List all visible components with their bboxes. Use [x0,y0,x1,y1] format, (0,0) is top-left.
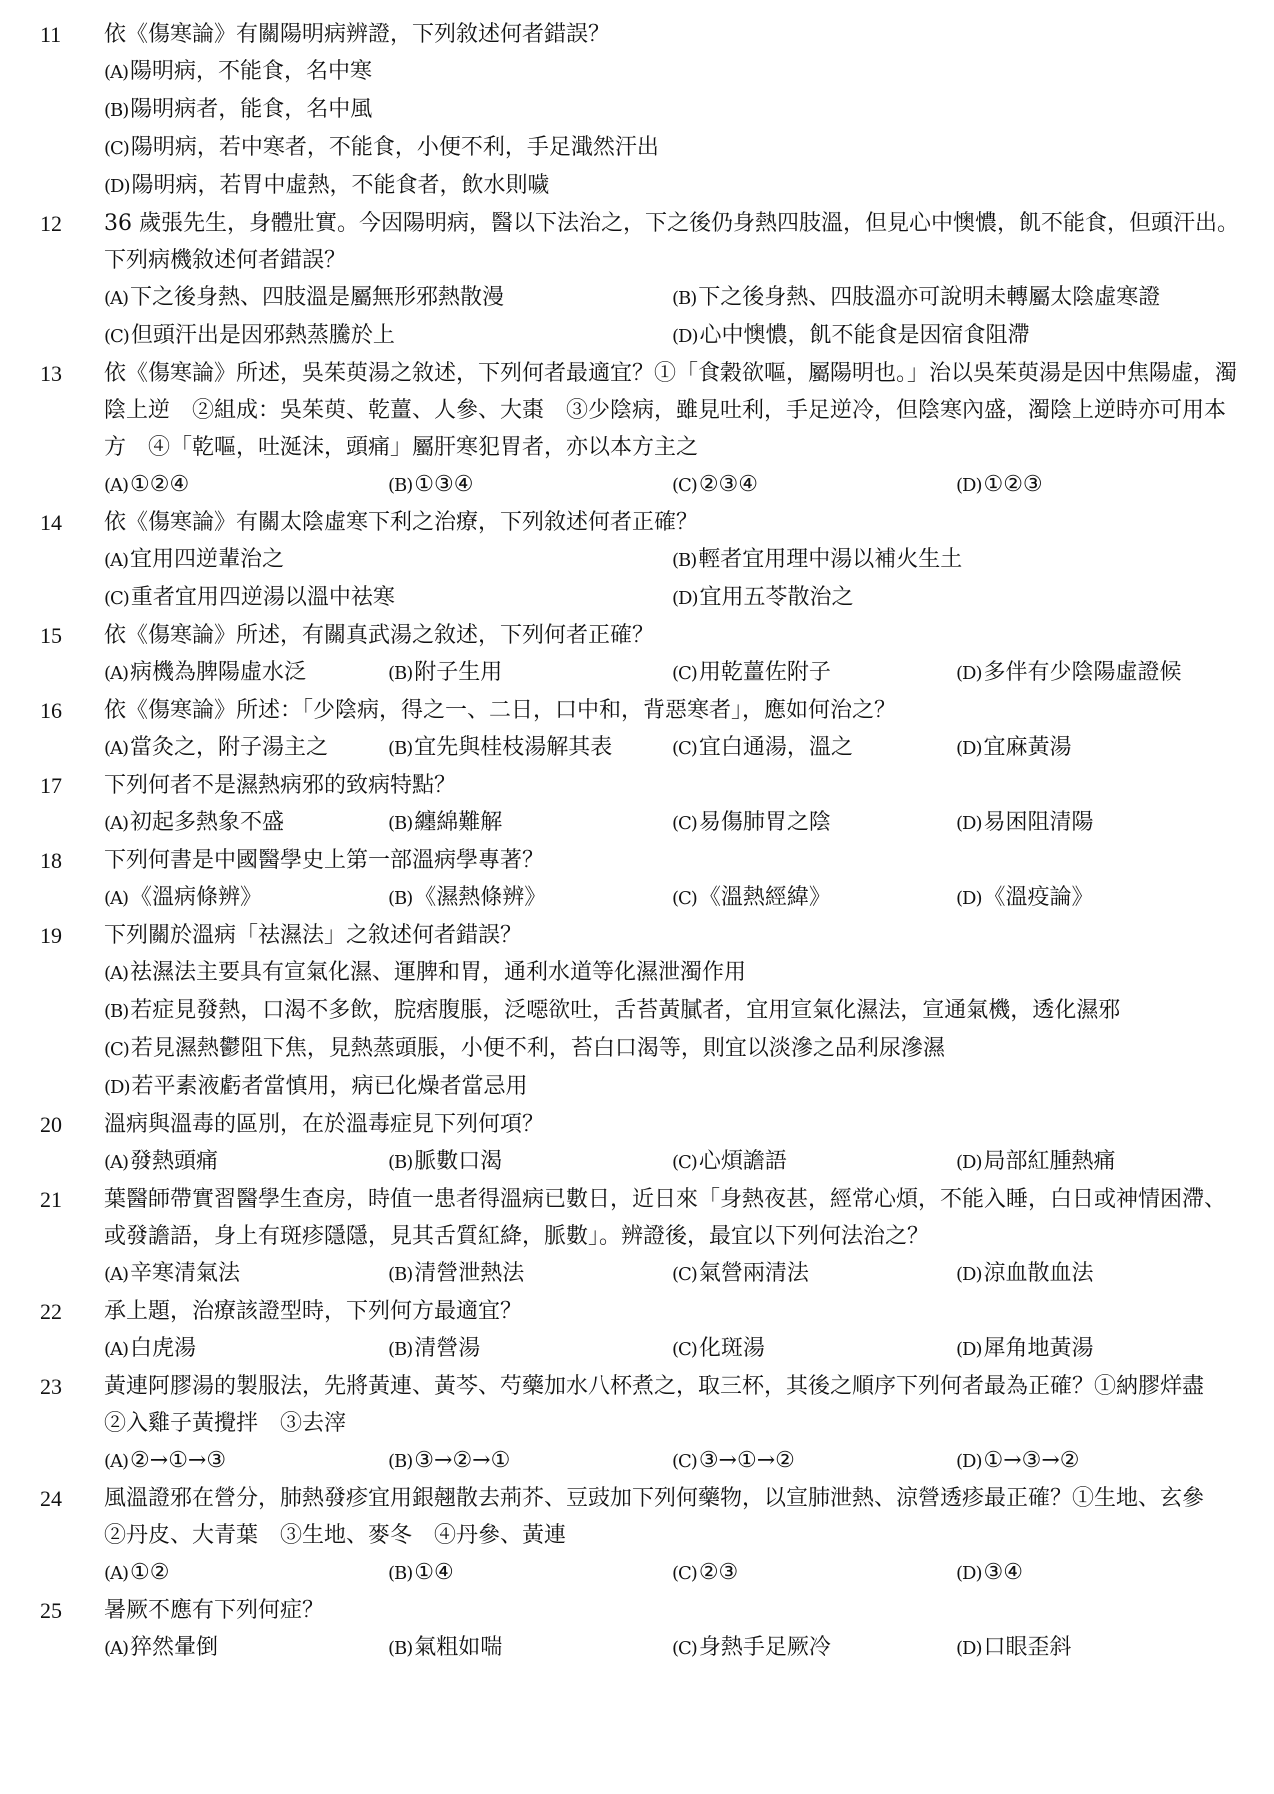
answer-option [104,53,1240,91]
option-label: (A) [104,62,129,83]
question-item [40,917,1240,1106]
answer-option [672,1554,956,1592]
answer-option [388,1554,672,1592]
question-number: 12 [40,211,62,236]
option-text: 附子生用 [414,660,503,685]
option-label: (C) [672,663,697,684]
option-text: 病機為脾陽虛水泛 [130,660,307,685]
answer-option [388,466,672,504]
answer-option [956,804,1240,842]
option-text: 陽明病，若胃中虛熱，不能食者，飲水則噦 [131,173,550,198]
option-label: (D) [956,1451,982,1472]
question-item [40,1181,1240,1293]
answer-option [672,317,1240,355]
option-text: 犀角地黃湯 [983,1336,1094,1361]
question-body [104,1592,1240,1667]
answer-option [104,879,388,917]
option-label: (A) [104,1264,129,1285]
question-stem: 承上題，治療該證型時，下列何方最適宜？ [104,1299,523,1324]
question-number: 22 [40,1299,62,1324]
question-body [104,1181,1240,1293]
answer-option [956,879,1240,917]
option-text: 化斑湯 [698,1336,765,1361]
answer-option [672,279,1240,317]
option-text: 宜麻黃湯 [983,735,1072,760]
option-label: (C) [672,1152,697,1173]
option-list [104,804,1240,842]
question-item [40,205,1240,355]
option-label: (D) [956,888,982,909]
question-item [40,842,1240,917]
answer-option [956,466,1240,504]
option-list [104,879,1240,917]
question-item [40,16,1240,205]
question-body [104,1293,1240,1368]
question-body [104,205,1240,355]
option-label: (B) [672,288,697,309]
option-text: ③→②→① [414,1448,511,1473]
option-list [104,1330,1240,1368]
option-label: (C) [672,1264,697,1285]
option-label: (D) [956,1563,982,1584]
option-text: ①④ [414,1560,454,1585]
question-body [104,617,1240,692]
question-item [40,1293,1240,1368]
option-label: (D) [672,326,698,347]
answer-option [388,1255,672,1293]
answer-option [104,1629,388,1667]
option-label: (B) [672,550,697,571]
answer-option [956,654,1240,692]
question-stem: 下列關於溫病「祛濕法」之敘述何者錯誤？ [104,923,523,948]
option-label: (C) [672,1339,697,1360]
option-text: 宜先與桂枝湯解其表 [414,735,613,760]
question-number: 11 [40,22,62,47]
option-label: (B) [388,888,413,909]
option-label: (D) [104,1077,130,1098]
option-label: (C) [104,326,129,347]
answer-option [104,1255,388,1293]
option-text: 初起多熱象不盛 [130,810,285,835]
option-label: (B) [388,1563,413,1584]
question-number: 15 [40,623,62,648]
option-list [104,954,1240,1106]
option-list [104,53,1240,205]
option-text: ①②③ [983,472,1043,497]
option-label: (D) [956,813,982,834]
question-body [104,917,1240,1106]
answer-option [956,1629,1240,1667]
option-text: 宜用五苓散治之 [699,585,854,610]
answer-option [672,729,956,767]
question-body [104,842,1240,917]
option-text: 宜用四逆輩治之 [130,547,285,572]
question-body [104,1106,1240,1181]
question-item [40,617,1240,692]
question-number: 17 [40,773,62,798]
option-label: (A) [104,813,129,834]
option-text: 若平素液虧者當慎用，病已化燥者當忌用 [131,1074,528,1099]
answer-option [388,1629,672,1667]
answer-option [672,1629,956,1667]
option-label: (D) [104,176,130,197]
option-label: (B) [388,663,413,684]
option-label: (B) [388,475,413,496]
answer-option [956,1255,1240,1293]
question-number: 23 [40,1374,62,1399]
exam-page [40,16,1240,1667]
option-text: 心煩譫語 [698,1149,787,1174]
answer-option [104,954,1240,992]
option-list [104,729,1240,767]
answer-option [104,1442,388,1480]
option-text: 祛濕法主要具有宣氣化濕、運脾和胃，通利水道等化濕泄濁作用 [130,960,747,985]
option-text: 涼血散血法 [983,1261,1094,1286]
option-text: 若症見發熱，口渴不多飲，脘痞腹脹，泛噁欲吐，舌苔黃膩者，宜用宣氣化濕法，宣通氣機，透化濕邪 [130,998,1121,1023]
question-number: 18 [40,848,62,873]
option-text: ②→①→③ [130,1448,227,1473]
option-label: (C) [672,1563,697,1584]
question-number: 19 [40,923,62,948]
option-label: (B) [388,813,413,834]
question-stem: 36 歲張先生，身體壯實。今因陽明病，醫以下法治之，下之後仍身熱四肢溫，但見心中懊憹，飢不能食，但頭汗出。下列病機敘述何者錯誤？ [104,211,1239,273]
question-stem: 依《傷寒論》所述：「少陰病，得之一、二日，口中和，背惡寒者」，應如何治之？ [104,698,897,723]
option-text: 下之後身熱、四肢溫亦可說明未轉屬太陰虛寒證 [698,285,1161,310]
answer-option [104,167,1240,205]
option-text: ②③④ [698,472,758,497]
option-list [104,541,1240,617]
answer-option [388,654,672,692]
answer-option [104,1143,388,1181]
option-label: (D) [672,588,698,609]
option-text: 辛寒清氣法 [130,1261,241,1286]
answer-option [104,541,672,579]
option-text: 纏綿難解 [414,810,503,835]
option-text: 用乾薑佐附子 [698,660,831,685]
question-item [40,504,1240,617]
answer-option [672,804,956,842]
option-text: 氣粗如喘 [414,1635,503,1660]
option-label: (B) [388,1638,413,1659]
option-text: 但頭汗出是因邪熱蒸騰於上 [130,323,395,348]
option-text: ②③ [698,1560,739,1585]
question-body [104,767,1240,842]
option-label: (B) [388,1264,413,1285]
option-label: (D) [956,1339,982,1360]
option-label: (B) [388,738,413,759]
answer-option [672,1143,956,1181]
option-label: (A) [104,475,129,496]
option-text: 氣營兩清法 [698,1261,809,1286]
answer-option [388,729,672,767]
option-text: 易困阻清陽 [983,810,1094,835]
answer-option [672,579,1240,617]
answer-option [956,1554,1240,1592]
answer-option [104,654,388,692]
answer-option [104,1554,388,1592]
question-stem: 風溫證邪在營分，肺熱發疹宜用銀翹散去荊芥、豆豉加下列何藥物，以宣肺泄熱、涼營透疹最正確？①生地、玄參 ②丹皮、大青葉 ③生地、麥冬 ④丹參、黃連 [104,1486,1227,1548]
option-label: (C) [672,1638,697,1659]
option-label: (D) [956,1638,982,1659]
option-label: (A) [104,1339,129,1360]
answer-option [672,1442,956,1480]
question-stem: 暑厥不應有下列何症？ [104,1598,325,1623]
option-label: (A) [104,963,129,984]
option-label: (C) [104,588,129,609]
option-text: 身熱手足厥冷 [698,1635,831,1660]
answer-option [672,466,956,504]
option-text: ①③④ [414,472,474,497]
question-item [40,767,1240,842]
question-stem: 黃連阿膠湯的製服法，先將黃連、黃芩、芍藥加水八杯煮之，取三杯，其後之順序下列何者最為正確？①納膠烊盡 ②入雞子黃攪拌 ③去滓 [104,1374,1227,1436]
option-label: (A) [104,550,129,571]
option-text: 《濕熱條辨》 [414,885,547,910]
option-text: 脈數口渴 [414,1149,503,1174]
option-label: (D) [956,738,982,759]
question-number: 21 [40,1187,62,1212]
option-text: 清營泄熱法 [414,1261,525,1286]
option-text: ③→①→② [698,1448,795,1473]
answer-option [956,1442,1240,1480]
answer-option [104,729,388,767]
question-stem: 溫病與溫毒的區別，在於溫毒症見下列何項？ [104,1112,545,1137]
answer-option [388,1143,672,1181]
option-text: 《溫熱經緯》 [698,885,831,910]
answer-option [672,879,956,917]
option-text: 白虎湯 [130,1336,197,1361]
answer-option [956,1143,1240,1181]
answer-option [104,279,672,317]
question-number: 13 [40,361,62,386]
option-label: (A) [104,888,129,909]
question-stem: 依《傷寒論》所述，吳茱萸湯之敘述，下列何者最適宜？①「食穀欲嘔，屬陽明也。」治以吳茱萸湯是因中焦陽虛，濁陰上逆 ②組成：吳茱萸、乾薑、人參、大棗 ③少陰病，雖見吐利，手足逆冷，但陰寒內盛，濁陰上逆時亦可用本方 ④「乾嘔，吐涎沫，頭痛」屬肝寒犯胃者，亦以本方主之 [104,361,1238,460]
option-label: (C) [672,813,697,834]
answer-option [104,129,1240,167]
option-list [104,279,1240,355]
option-label: (B) [388,1152,413,1173]
option-list [104,466,1240,504]
question-item [40,1368,1240,1480]
answer-option [672,1330,956,1368]
answer-option [956,1330,1240,1368]
option-text: 清營湯 [414,1336,481,1361]
answer-option [104,91,1240,129]
question-number: 25 [40,1598,62,1623]
option-text: 猝然暈倒 [130,1635,219,1660]
option-text: 宜白通湯，溫之 [698,735,853,760]
question-body [104,692,1240,767]
question-body [104,504,1240,617]
answer-option [388,879,672,917]
option-text: 當灸之，附子湯主之 [130,735,329,760]
option-text: 陽明病者，能食，名中風 [130,97,373,122]
answer-option [388,1442,672,1480]
option-text: 陽明病，若中寒者，不能食，小便不利，手足濈然汗出 [130,135,659,160]
answer-option [388,1330,672,1368]
option-label: (B) [388,1339,413,1360]
option-text: ①②④ [130,472,190,497]
option-list [104,1442,1240,1480]
option-label: (A) [104,1563,129,1584]
answer-option [104,804,388,842]
option-text: ③④ [983,1560,1023,1585]
question-number: 20 [40,1112,62,1137]
question-stem: 依《傷寒論》所述，有關真武湯之敘述，下列何者正確？ [104,623,655,648]
question-stem: 依《傷寒論》有關太陰虛寒下利之治療，下列敘述何者正確？ [104,510,699,535]
option-text: 心中懊憹，飢不能食是因宿食阻滯 [699,323,1030,348]
answer-option [672,1255,956,1293]
option-list [104,654,1240,692]
question-number: 14 [40,510,62,535]
question-body [104,355,1240,504]
answer-option [672,654,956,692]
option-label: (A) [104,663,129,684]
option-text: 口眼歪斜 [983,1635,1072,1660]
question-number: 24 [40,1486,62,1511]
question-number: 16 [40,698,62,723]
answer-option [672,541,1240,579]
option-label: (A) [104,288,129,309]
option-list [104,1554,1240,1592]
option-text: 《溫疫論》 [983,885,1094,910]
option-label: (C) [104,138,129,159]
answer-option [104,1030,1240,1068]
option-list [104,1629,1240,1667]
option-text: 《溫病條辨》 [130,885,263,910]
option-label: (D) [956,1264,982,1285]
question-item [40,1592,1240,1667]
option-label: (C) [672,888,697,909]
option-label: (B) [104,100,129,121]
option-text: 易傷肺胃之陰 [698,810,831,835]
question-body [104,16,1240,205]
option-text: 輕者宜用理中湯以補火生土 [698,547,963,572]
answer-option [104,317,672,355]
question-body [104,1368,1240,1480]
answer-option [388,804,672,842]
option-text: 若見濕熱鬱阻下焦，見熱蒸頭脹，小便不利，苔白口渴等，則宜以淡滲之品利尿滲濕 [130,1036,945,1061]
option-label: (C) [672,475,697,496]
option-text: ①→③→② [983,1448,1080,1473]
question-body [104,1480,1240,1592]
option-label: (A) [104,738,129,759]
option-label: (A) [104,1451,129,1472]
option-text: 多伴有少陰陽虛證候 [983,660,1182,685]
answer-option [104,992,1240,1030]
question-stem: 依《傷寒論》有關陽明病辨證，下列敘述何者錯誤？ [104,22,611,47]
option-label: (D) [956,663,982,684]
option-label: (D) [956,475,982,496]
option-text: 發熱頭痛 [130,1149,219,1174]
answer-option [956,729,1240,767]
option-list [104,1255,1240,1293]
question-stem: 下列何書是中國醫學史上第一部溫病學專著？ [104,848,545,873]
option-text: 重者宜用四逆湯以溫中祛寒 [130,585,395,610]
option-text: 下之後身熱、四肢溫是屬無形邪熱散漫 [130,285,505,310]
option-text: 局部紅腫熱痛 [983,1149,1116,1174]
option-list [104,1143,1240,1181]
option-label: (C) [672,738,697,759]
option-text: ①② [130,1560,170,1585]
question-item [40,1480,1240,1592]
option-label: (B) [104,1001,129,1022]
option-label: (A) [104,1638,129,1659]
option-label: (C) [672,1451,697,1472]
answer-option [104,1330,388,1368]
option-label: (C) [104,1039,129,1060]
option-label: (A) [104,1152,129,1173]
answer-option [104,579,672,617]
option-label: (D) [956,1152,982,1173]
question-item [40,1106,1240,1181]
answer-option [104,466,388,504]
question-stem: 葉醫師帶實習醫學生查房，時值一患者得溫病已數日，近日來「身熱夜甚，經常心煩，不能入睡，白日或神情困滯、或發譫語，身上有斑疹隱隱，見其舌質紅絳，脈數」。辨證後，最宜以下列何法治之？ [104,1187,1227,1249]
option-label: (B) [388,1451,413,1472]
question-item [40,692,1240,767]
option-text: 陽明病，不能食，名中寒 [130,59,373,84]
answer-option [104,1068,1240,1106]
question-stem: 下列何者不是濕熱病邪的致病特點？ [104,773,457,798]
question-item [40,355,1240,504]
